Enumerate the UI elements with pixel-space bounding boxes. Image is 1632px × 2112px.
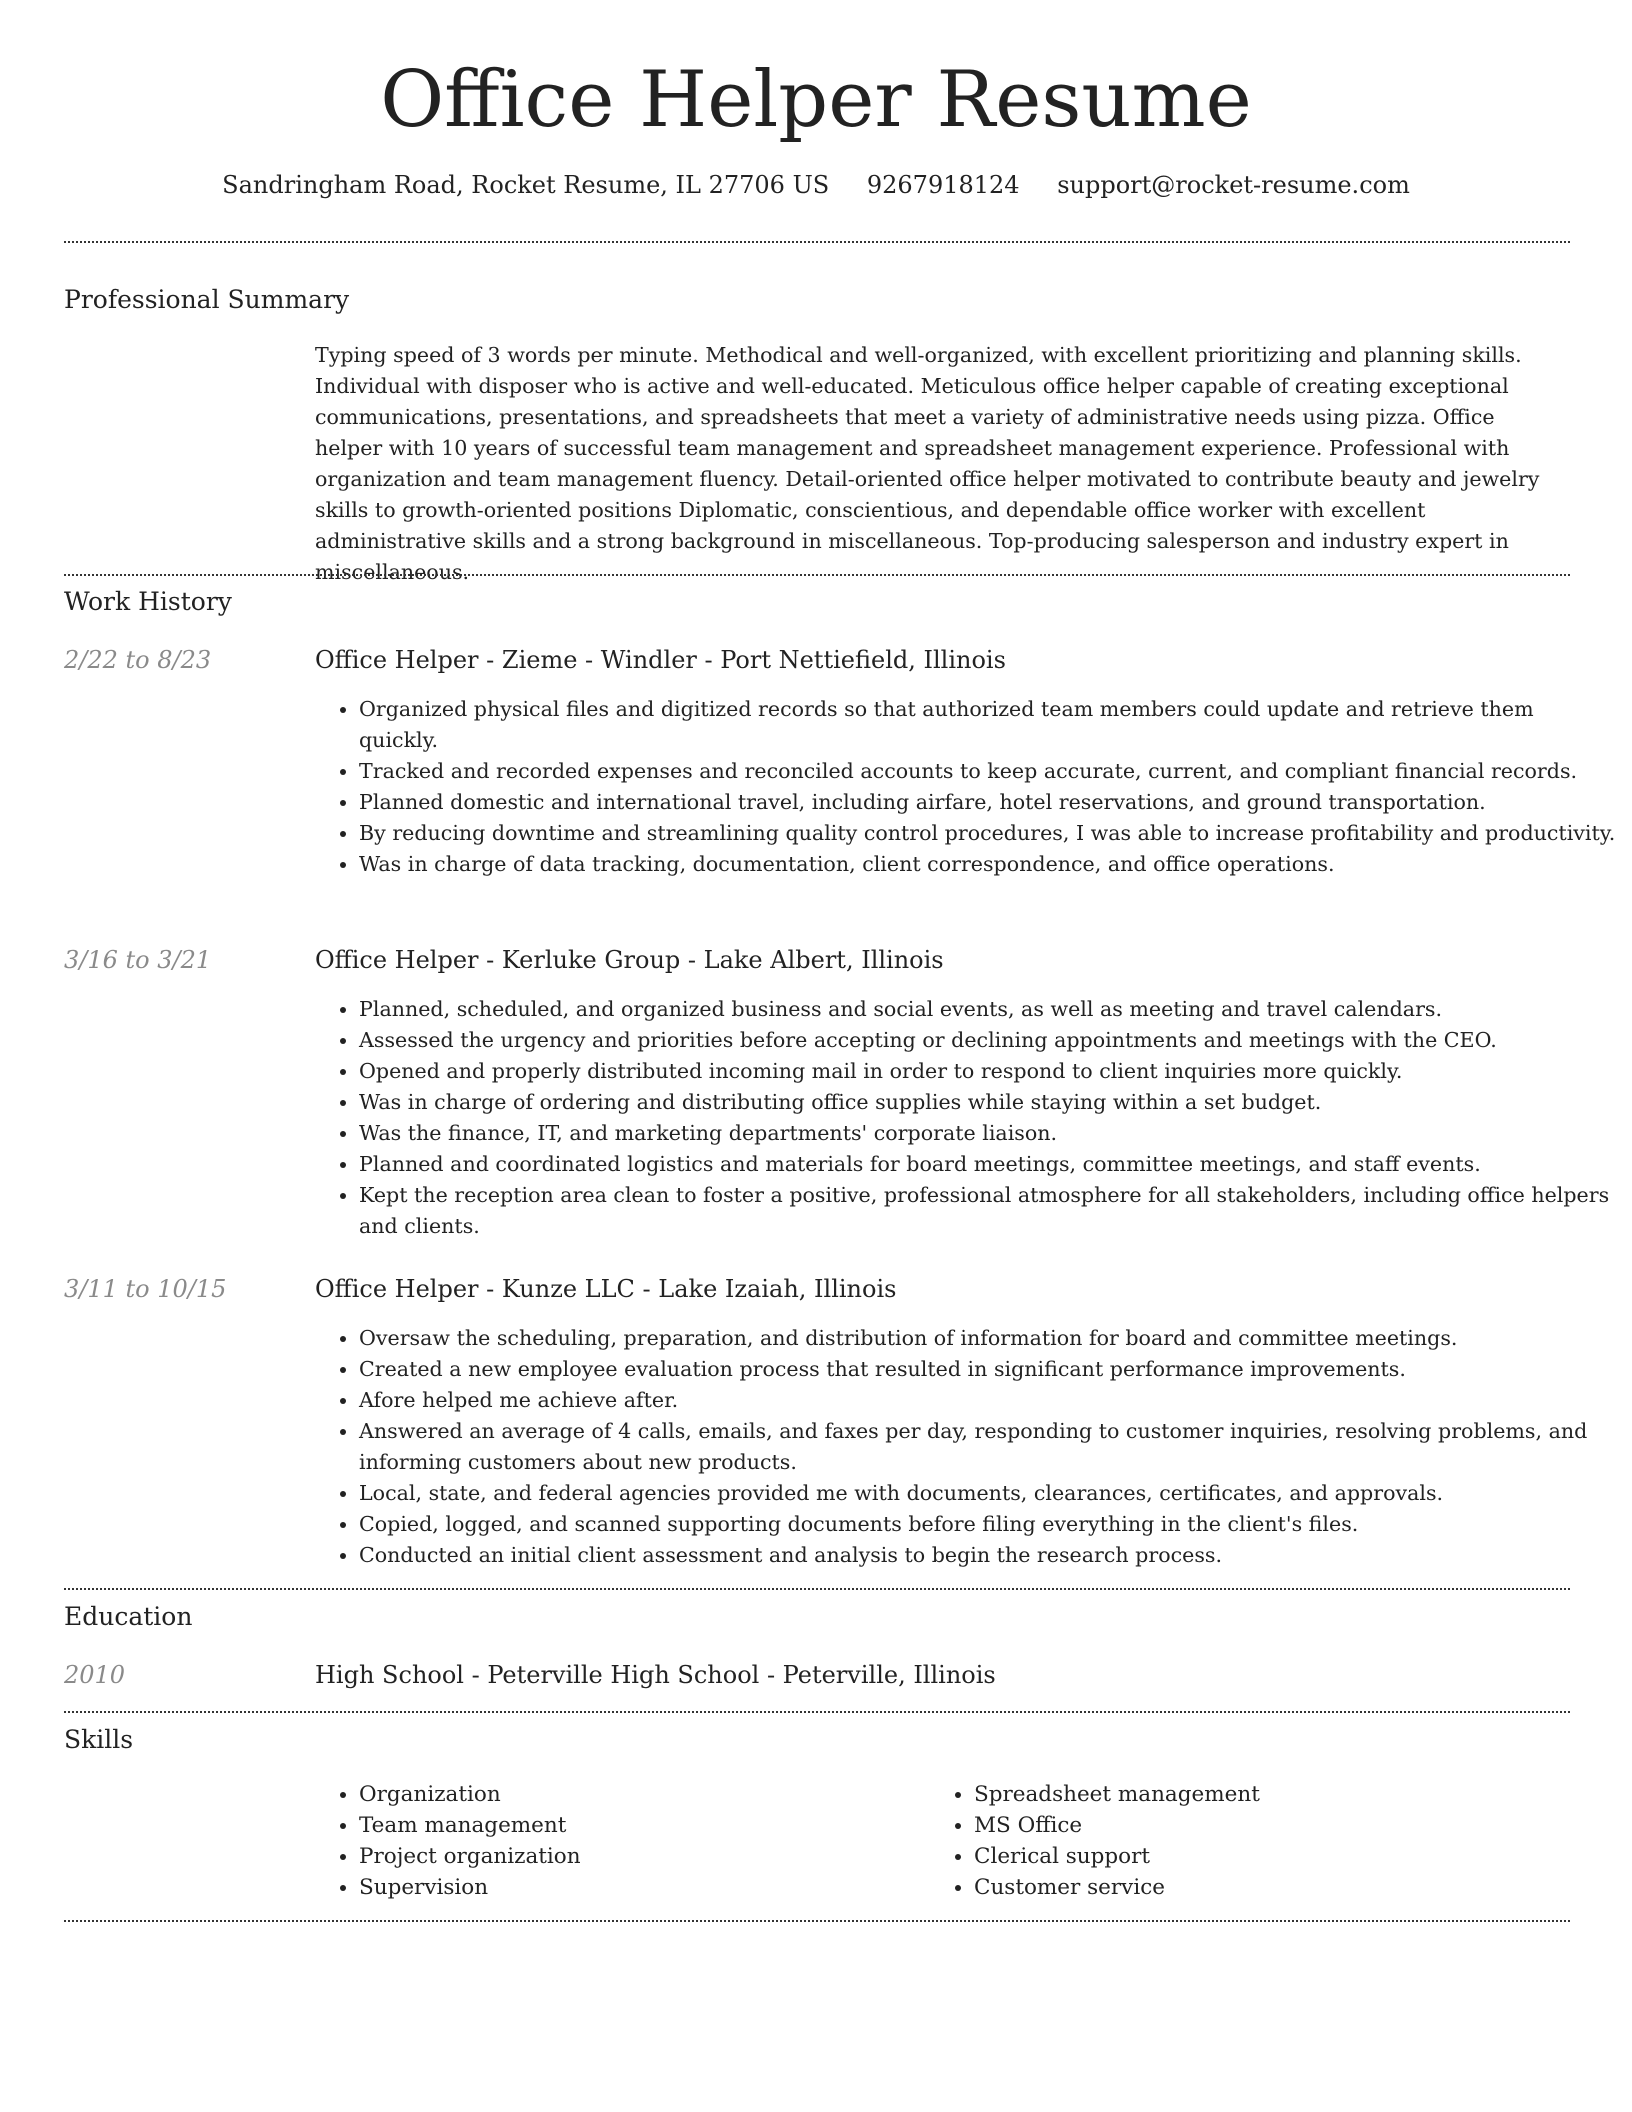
contact-line [0, 168, 1632, 202]
section-title-summary: Professional Summary [64, 285, 350, 314]
job-title: Office Helper - Kunze LLC - Lake Izaiah, Illinois [315, 1275, 897, 1303]
job-title: Office Helper - Kerluke Group - Lake Albert, Illinois [315, 946, 944, 974]
list-item: • Answered an average of 4 calls, emails, and faxes per day, responding to customer inquiries, resolving problems, and informing customers about new products. [359, 1416, 1619, 1478]
list-item: • Team management [359, 1810, 919, 1841]
divider [64, 574, 1570, 576]
list-item: • Was the finance, IT, and marketing departments' corporate liaison. [359, 1118, 1619, 1149]
divider [64, 1588, 1570, 1590]
list-item: • Planned and coordinated logistics and materials for board meetings, committee meetings, and staff events. [359, 1149, 1619, 1180]
job-dates: 2/22 to 8/23 [64, 646, 212, 674]
list-item: • Spreadsheet management [974, 1779, 1574, 1810]
list-item: • Kept the reception area clean to foster a positive, professional atmosphere for all stakeholders, including office helpers and clients. [359, 1180, 1619, 1242]
list-item: • Organized physical files and digitized records so that authorized team members could update and retrieve them quickly. [359, 694, 1619, 756]
resume-title: Office Helper Resume [380, 55, 1252, 145]
job-dates: 3/11 to 10/15 [64, 1275, 227, 1303]
list-item: • Conducted an initial client assessment and analysis to begin the research process. [359, 1540, 1619, 1571]
list-item: • Customer service [974, 1872, 1574, 1903]
list-item: • Local, state, and federal agencies provided me with documents, clearances, certificates, and approvals. [359, 1478, 1619, 1509]
list-item: • Copied, logged, and scanned supporting documents before filing everything in the client's files. [359, 1509, 1619, 1540]
list-item: • Was in charge of ordering and distributing office supplies while staying within a set budget. [359, 1087, 1619, 1118]
list-item: • MS Office [974, 1810, 1574, 1841]
skills-list-right [930, 1779, 1574, 1903]
list-item: • Clerical support [974, 1841, 1574, 1872]
divider [64, 1920, 1570, 1922]
job-bullets [315, 994, 1619, 1242]
list-item: • Planned domestic and international travel, including airfare, hotel reservations, and ground transportation. [359, 787, 1619, 818]
section-title-education: Education [64, 1602, 193, 1631]
contact-phone: 9267918124 [866, 171, 1020, 199]
job-dates: 3/16 to 3/21 [64, 946, 212, 974]
list-item: • Supervision [359, 1872, 919, 1903]
list-item: • Opened and properly distributed incoming mail in order to respond to client inquiries more quickly. [359, 1056, 1619, 1087]
list-item: • Tracked and recorded expenses and reconciled accounts to keep accurate, current, and compliant financial records. [359, 756, 1619, 787]
list-item: • Created a new employee evaluation process that resulted in significant performance improvements. [359, 1354, 1619, 1385]
divider [64, 241, 1570, 243]
list-item: • Assessed the urgency and priorities before accepting or declining appointments and meetings with the CEO. [359, 1025, 1619, 1056]
job-bullets [315, 694, 1619, 880]
list-item: • Afore helped me achieve after. [359, 1385, 1619, 1416]
education-date: 2010 [64, 1661, 126, 1689]
divider [64, 1711, 1570, 1713]
list-item: • By reducing downtime and streamlining quality control procedures, I was able to increase profitability and productivity. [359, 818, 1619, 849]
list-item: • Planned, scheduled, and organized business and social events, as well as meeting and travel calendars. [359, 994, 1619, 1025]
job-title: Office Helper - Zieme - Windler - Port Nettiefield, Illinois [315, 646, 1006, 674]
contact-email: support@rocket-resume.com [1057, 171, 1410, 199]
education-entry: High School - Peterville High School - Peterville, Illinois [315, 1661, 996, 1689]
list-item: • Project organization [359, 1841, 919, 1872]
skills-list-left [315, 1779, 919, 1903]
list-item: • Was in charge of data tracking, documentation, client correspondence, and office operations. [359, 849, 1619, 880]
summary-text: Typing speed of 3 words per minute. Methodical and well-organized, with excellent prioritizing and planning skills. Individual with disposer who is active and well-educated. Meticulous office helper capable of creating exceptional communications, presentations, and spreadsheets that meet a variety of administrative needs using pizza. Office helper with 10 years of successful team management and spreadsheet management experience. Professional with organization and team management fluency. Detail-oriented office helper motivated to contribute beauty and jewelry skills to growth-oriented positions Diplomatic, conscientious, and dependable office worker with excellent administrative skills and a strong background in miscellaneous. Top-producing salesperson and industry expert in miscellaneous. [315, 343, 1540, 584]
list-item: • Oversaw the scheduling, preparation, and distribution of information for board and committee meetings. [359, 1323, 1619, 1354]
job-bullets [315, 1323, 1619, 1571]
contact-address: Sandringham Road, Rocket Resume, IL 27706 US [222, 171, 830, 199]
section-title-work-history: Work History [64, 587, 232, 616]
section-title-skills: Skills [64, 1725, 134, 1754]
list-item: • Organization [359, 1779, 919, 1810]
